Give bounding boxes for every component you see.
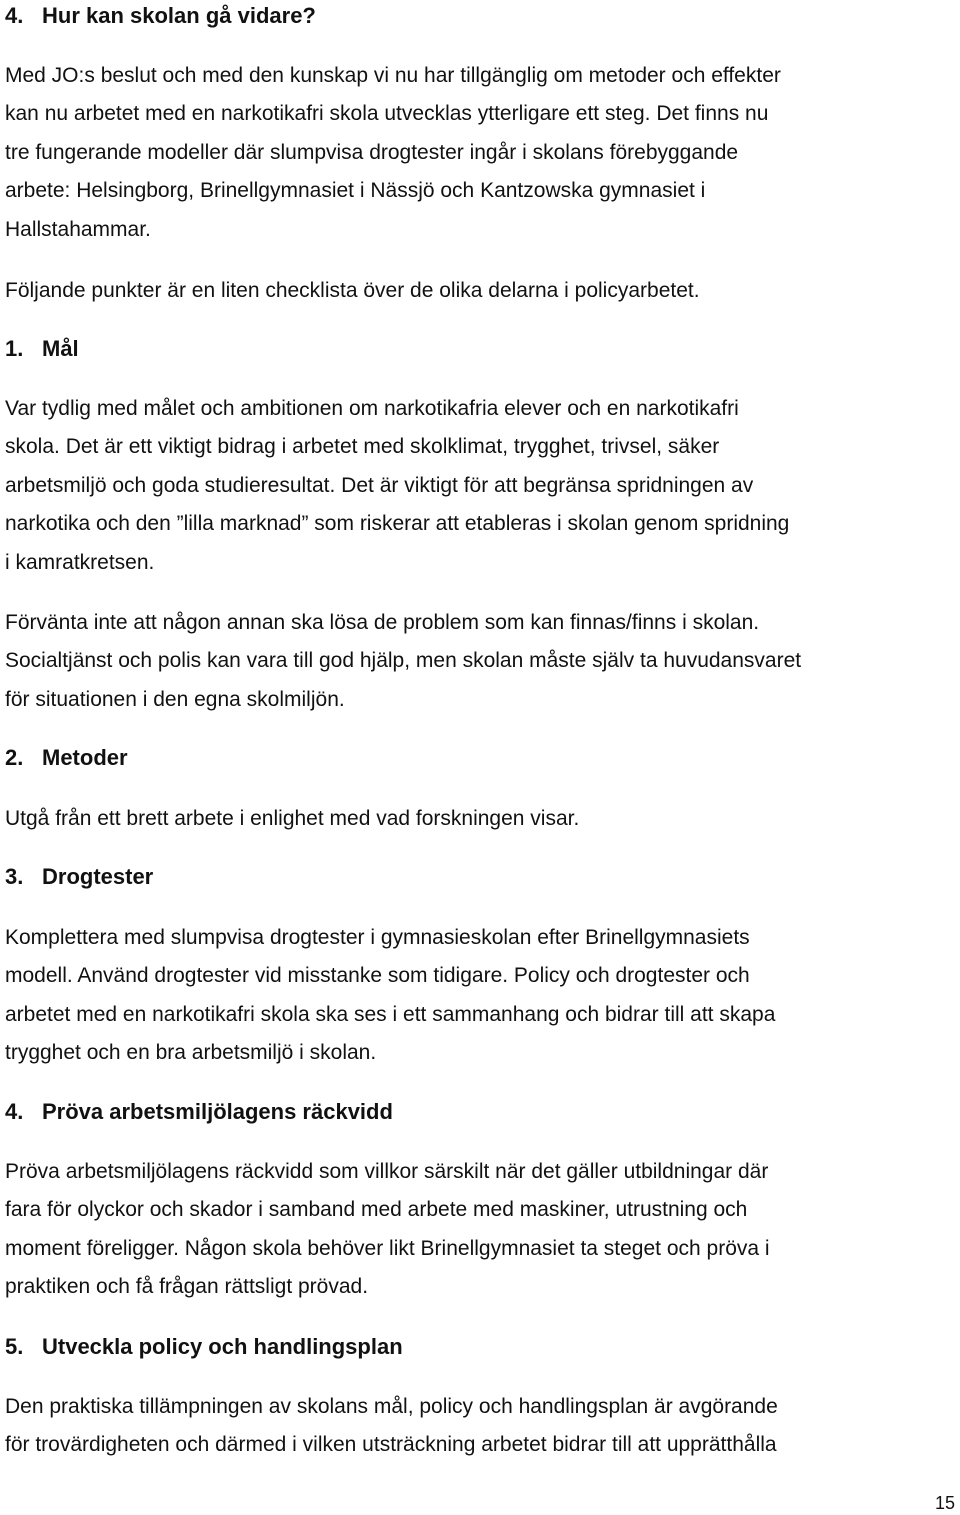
document-page	[5, 0, 955, 1515]
text-line: för trovärdigheten och därmed i vilken utsträckning arbetet bidrar till att upprätthålla	[5, 1433, 777, 1457]
text-line: arbetsmiljö och goda studieresultat. Det är viktigt för att begränsa spridningen av	[5, 473, 754, 497]
item-title: Utveckla policy och handlingsplan	[42, 1334, 403, 1359]
item-paragraph	[5, 390, 955, 582]
text-line: Hallstahammar.	[5, 217, 151, 241]
text-line: modell. Använd drogtester vid misstanke som tidigare. Policy och drogtester och	[5, 964, 750, 988]
item-heading-mal	[5, 330, 79, 368]
item-number: 1.	[5, 336, 24, 361]
section-number: 4.	[5, 3, 24, 28]
text-line: arbetet med en narkotikafri skola ska ses i ett sammanhang och bidrar till att skapa	[5, 1002, 776, 1026]
item-heading-arbetsmiljolagen	[5, 1093, 393, 1131]
text-line: moment föreligger. Någon skola behöver likt Brinellgymnasiet ta steget och pröva i	[5, 1236, 770, 1260]
item-title: Mål	[42, 336, 79, 361]
item-paragraph	[5, 1153, 955, 1307]
checklist-note	[5, 272, 955, 310]
text-line: Den praktiska tillämpningen av skolans mål, policy och handlingsplan är avgörande	[5, 1395, 778, 1418]
text-line: skola. Det är ett viktigt bidrag i arbetet med skolklimat, trygghet, trivsel, säker	[5, 435, 720, 459]
section-title: Hur kan skolan gå vidare?	[42, 3, 316, 28]
text-line: narkotika och den ”lilla marknad” som riskerar att etableras i skolan genom spridning	[5, 512, 790, 536]
item-heading-metoder	[5, 739, 128, 777]
text-line: tre fungerande modeller där slumpvisa drogtester ingår i skolans förebyggande	[5, 140, 739, 164]
item-number: 2.	[5, 745, 24, 770]
text-line: Komplettera med slumpvisa drogtester i gymnasieskolan efter Brinellgymnasiets	[5, 926, 750, 949]
text-line: trygghet och en bra arbetsmiljö i skolan.	[5, 1041, 377, 1065]
item-paragraph	[5, 919, 955, 1073]
item-title: Metoder	[42, 745, 128, 770]
text-line: i kamratkretsen.	[5, 550, 155, 574]
intro-paragraph	[5, 57, 955, 249]
text-line: kan nu arbetet med en narkotikafri skola utvecklas ytterligare ett steg. Det finns nu	[5, 102, 769, 126]
item-number: 3.	[5, 864, 24, 889]
item-heading-drogtester	[5, 858, 153, 896]
page-number: 15	[934, 1493, 955, 1513]
text-line: Pröva arbetsmiljölagens räckvidd som villkor särskilt när det gäller utbildningar där	[5, 1160, 769, 1183]
item-number: 4.	[5, 1099, 24, 1124]
text-line: Följande punkter är en liten checklista över de olika delarna i policyarbetet.	[5, 279, 700, 302]
text-line: för situationen i den egna skolmiljön.	[5, 687, 345, 711]
item-paragraph	[5, 1388, 955, 1465]
text-line: praktiken och få frågan rättsligt prövad.	[5, 1275, 369, 1299]
text-line: Var tydlig med målet och ambitionen om narkotikafria elever och en narkotikafri	[5, 397, 739, 420]
item-title: Pröva arbetsmiljölagens räckvidd	[42, 1099, 393, 1124]
text-line: Med JO:s beslut och med den kunskap vi nu har tillgänglig om metoder och effekter	[5, 64, 781, 87]
item-number: 5.	[5, 1334, 24, 1359]
item-heading-policy	[5, 1328, 403, 1366]
item-paragraph	[5, 800, 955, 838]
text-line: arbete: Helsingborg, Brinellgymnasiet i Nässjö och Kantzowska gymnasiet i	[5, 179, 706, 203]
item-title: Drogtester	[42, 864, 154, 889]
item-paragraph	[5, 604, 955, 719]
text-line: Förvänta inte att någon annan ska lösa de problem som kan finnas/finns i skolan.	[5, 611, 760, 634]
text-line: fara för olyckor och skador i samband med arbete med maskiner, utrustning och	[5, 1198, 748, 1222]
text-line: Socialtjänst och polis kan vara till god hjälp, men skolan måste själv ta huvudansvaret	[5, 649, 802, 673]
text-line: Utgå från ett brett arbete i enlighet med vad forskningen visar.	[5, 807, 580, 830]
section-heading	[5, 0, 316, 35]
